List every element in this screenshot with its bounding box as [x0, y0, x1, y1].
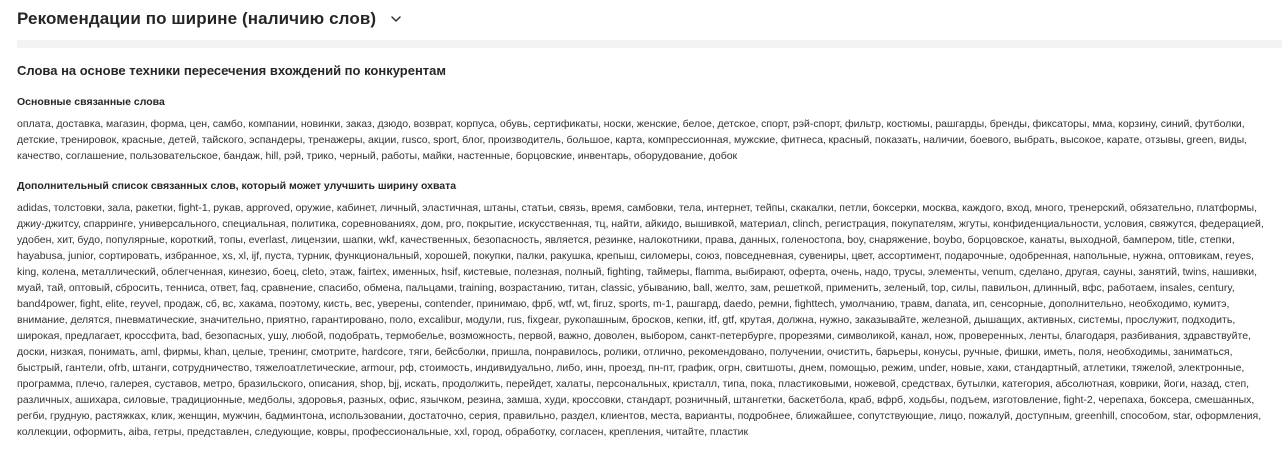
- section-divider: [17, 40, 1282, 48]
- section-toggle-header[interactable]: [17, 6, 402, 32]
- main-words-heading: Основные связанные слова: [17, 96, 165, 108]
- extra-words-heading: Дополнительный список связанных слов, который может улучшить ширину охвата: [17, 180, 457, 192]
- extra-words-list: adidas, толстовки, зала, ракетки, fight-1, рукав, approved, оружие, кабинет, личный, эластичная, штаны, статьи, связь, время, самбовки, тела, интернет, тейпы, скакалки, петли, боксерки, москва, каждого, вход, много, тренерский, обязательно, платформы, джиу-джитсу, спарринге, универсального, специальная, политика, соревнованиях, дом, pro, покрытие, искусственная, тц, найти, айкидо, вышивкой, материал, clinch, регистрация, покупателям, жгуты, конфиденциальности, условия, свяжутся, федерацией, удобен, хит, будо, популярные, короткий, топы, everlast, лицензии, шапки, wkf, качественных, безопасность, является, резинке, налокотники, права, данных, голеностопа, boy, снаряжение, boybo, борцовское, канаты, выходной, бампером, title, степки, hayabusa, junior, сортировать, избранное, xs, xl, ijf, пуста, турник, функциональный, хорошей, покупки, палки, ракушка, крепыш, силомеры, союз, повседневная, сувениры, цвет, ассортимент, подарочные, одобренная, напольные, нужна, оптовикам, reyes, king, колена, металлический, облегченная, кинезио, боец, cleto, этаж, fairtex, именных, hsif, кистевые, полезная, полный, fighting, таймеры, flamma, выбирают, оферта, очень, надо, трусы, элементы, venum, сделано, другая, сауны, занятий, twins, нашивки, муай, тай, оптовый, сбросить, тенниса, ответ, faq, сравнение, спасибо, обмена, пальцами, training, возрастанию, титан, classic, убыванию, ball, желто, зам, решеткой, применить, зеленый, top, силы, павильон, длинный, вфс, работаем, insales, century, band4power, fight, elite, reyvel, продаж, сб, вс, хакама, поэтому, кисть, вес, уверены, contender, принимаю, фрб, wtf, wt, firuz, sports, m-1, рашгард, daedo, ремни, fighttech, умолчанию, травм, danata, ип, сенсорные, дополнительно, необходимо, кумитэ, внимание, делятся, пневматические, значительно, приятно, гарантировано, поло, excalibur, модули, rus, fixgear, рукопашным, бросков, кепки, itf, gtf, крутая, должна, нужно, заказывайте, железной, дышащих, активных, системы, прослужит, подходить, широкая, предлагает, кроссфита, bad, безопасных, ушу, любой, подобрать, термобелье, возможность, первой, важно, доволен, выбором, санкт-петербурге, прорезями, символикой, канал, нож, проверенных, ленты, благодаря, разбивания, здравствуйте, доски, низкая, понимать, aml, фирмы, khan, целые, тренинг, смотрите, hardcore, тяги, бейсболки, пришла, понравилось, ролики, отлично, рекомендовано, получении, очистить, барьеры, конусы, ручные, фишки, иметь, поля, необходимы, заниматься, быстрый, гантели, ofrb, штанги, сотрудничество, тяжелоатлетические, armour, рф, стоимость, индивидуально, либо, инн, проезд, пн-пт, график, огрн, свитшоты, днем, помощью, режим, under, новые, хаки, стандартный, атлетики, тяжелой, электронные, программа, плечо, галерея, суставов, метро, бразильского, описания, shop, bjj, искать, продолжить, перейдет, халаты, персональных, кристалл, типа, пока, пластиковыми, ножевой, средствах, бутылки, категория, абсолютная, коврики, йоги, назад, степ, различных, ашихара, силовые, традиционные, медболы, здоровья, разных, офис, язычком, резина, замша, худи, кроссовки, стандарт, розничный, штангетки, баскетбола, краб, вфрб, ходьбы, подъем, изготовление, fight-2, черепаха, боксера, смешанных, регби, грудную, растяжках, клик, женщин, мужчин, бадминтона, использовании, достаточно, серия, правильно, раздел, клиентов, места, варианты, подробнее, ближайшее, сопутствующие, лицо, пожалуй, доступным, greenhill, способом, star, оформления, коллекции, оформить, aiba, гетры, представлен, следующие, ковры, профессиональные, xxl, город, обработку, согласен, крепления, читайте, пластик: [17, 202, 1264, 438]
- chevron-down-icon[interactable]: [390, 13, 402, 25]
- main-words-list: оплата, доставка, магазин, форма, цен, самбо, компании, новинки, заказ, дзюдо, возврат, корпуса, обувь, сертификаты, носки, женские, белое, детское, спорт, рэй-спорт, фильтр, костюмы, рашгарды, бренды, фиксаторы, мма, корзину, синий, футболки, детские, тренировок, красные, детей, тайского, эспандеры, тренажеры, акции, rusco, sport, блог, производитель, большое, карта, компрессионная, мужские, фитнеса, красный, показать, наличии, боевого, выбрать, высокое, карате, отзывы, green, виды, качество, соглашение, пользовательское, бандаж, hill, рэй, трико, черный, работы, майки, настенные, борцовские, инвентарь, оборудование, добок: [17, 118, 1248, 162]
- page-title: Рекомендации по ширине (наличию слов): [17, 9, 377, 28]
- section-heading: Слова на основе техники пересечения вхождений по конкурентам: [17, 63, 447, 78]
